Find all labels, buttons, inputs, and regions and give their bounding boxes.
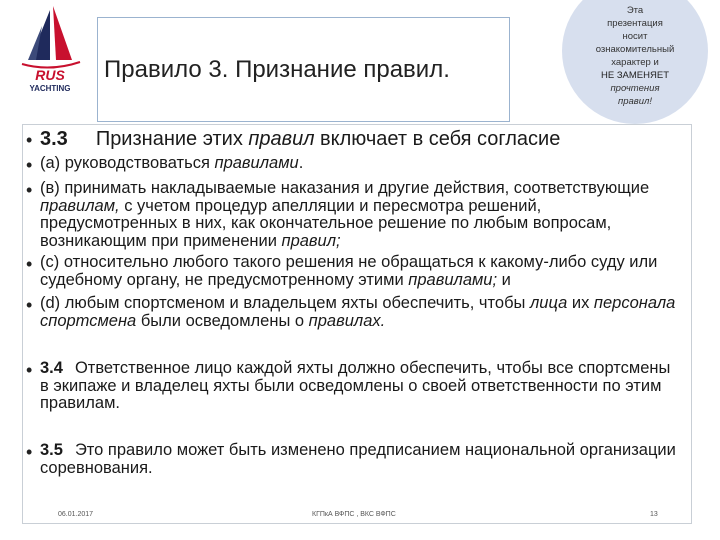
note-line-warning: НЕ ЗАМЕНЯЕТ xyxy=(600,70,670,81)
rule-item-d xyxy=(40,295,680,330)
note-line: презентация xyxy=(607,18,663,29)
rule-item-c xyxy=(40,254,680,289)
item-text-italic: персонала спортсмена xyxy=(40,294,676,330)
item-text: . xyxy=(298,154,304,172)
logo-text: RUS xyxy=(35,67,65,83)
bullet: • xyxy=(26,360,33,380)
footer-date: 06.01.2017 xyxy=(58,511,94,518)
rule-text: включает в себя согласие xyxy=(314,128,561,150)
item-text: (a) руководствоваться xyxy=(40,154,215,172)
rule-3-3 xyxy=(40,128,680,150)
rule-item-a xyxy=(40,155,680,173)
item-text-italic: правилам, xyxy=(40,196,120,215)
item-text: (в) принимать накладываемые наказания и другие действия, соответствующие xyxy=(40,179,650,197)
item-text: (d) любым спортсменом и владельцем яхты обеспечить, чтобы xyxy=(40,294,530,312)
bullet: • xyxy=(26,254,33,274)
bullet: • xyxy=(26,442,33,462)
disclaimer-note xyxy=(568,4,702,108)
item-text: были осведомлены о xyxy=(136,311,309,330)
item-text-italic: правилами; xyxy=(408,270,498,289)
rule-3-4 xyxy=(40,360,680,413)
rule-number: 3.3 xyxy=(40,128,68,150)
item-text-italic: правилами xyxy=(214,154,299,172)
item-text-italic: правил; xyxy=(281,231,341,250)
rule-text: Признание этих xyxy=(95,128,249,150)
item-text: их xyxy=(567,294,594,312)
footer-org: КГПкА ВФПС , ВКС ВФПС xyxy=(312,511,396,518)
bullet: • xyxy=(26,295,33,315)
note-line: характер и xyxy=(611,57,659,68)
rus-yachting-logo xyxy=(8,2,92,98)
item-text: и xyxy=(497,270,511,289)
item-text-italic: лица xyxy=(529,294,568,312)
note-line: носит xyxy=(622,31,648,42)
bullet: • xyxy=(26,130,33,150)
note-line: Эта xyxy=(626,5,644,16)
rule-number: 3.4 xyxy=(40,359,63,377)
rule-item-b xyxy=(40,180,680,250)
slide-title: Правило 3. Признание правил. xyxy=(104,56,450,83)
logo-subtext: YACHTING xyxy=(29,84,71,93)
item-text: (с) относительно любого такого решения не обращаться к какому-либо суду или судебному органу, не предусмотренному этими xyxy=(40,253,658,289)
note-line: правил! xyxy=(617,96,653,107)
bullet: • xyxy=(26,155,33,175)
rule-text-italic: правил xyxy=(248,128,315,150)
rule-number: 3.5 xyxy=(40,441,63,459)
footer-page-number: 13 xyxy=(650,511,658,518)
item-text: с учетом процедур апелляции и пересмотра решений, предусмотренных в них, как окончательное решение по любым вопросам, возникающим при применении xyxy=(40,196,612,250)
rule-text: Ответственное лицо каждой яхты должно обеспечить, чтобы все спортсмены в экипаже и владелец яхты были осведомлены о своей ответственности по этим правилам. xyxy=(40,359,671,412)
item-text-italic: правилах. xyxy=(308,311,386,330)
note-line: ознакомительный xyxy=(595,44,675,55)
rule-text: Это правило может быть изменено предписанием национальной организации соревнования. xyxy=(40,441,676,477)
note-line: прочтения xyxy=(610,83,660,94)
bullet: • xyxy=(26,180,33,200)
rule-3-5 xyxy=(40,442,680,477)
